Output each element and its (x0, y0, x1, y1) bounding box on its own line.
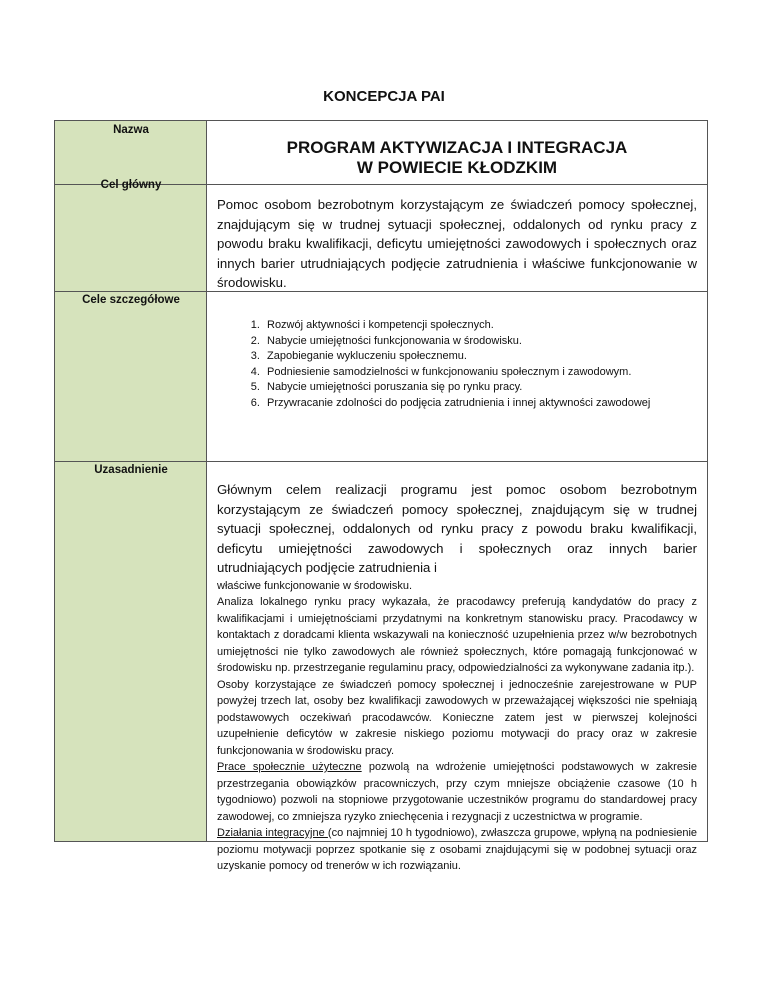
justification-paragraph (217, 825, 697, 875)
public-works-text: pozwolą na wdrożenie umiejętności podstawowych w zakresie przestrzegania obowiązków pracowniczych, przy czym mniejsze obciążenie czasowe (10 h tygodniowo) pozwoli na stopniowe przygotowanie uczestników programu do standardowej pracy zawodowej, co zmniejsza ryzyko zniechęcenia i rezygnacji z uczestnictwa w programie. (217, 761, 697, 823)
list-item: 3. Zapobieganie wykluczeniu społecznemu. (263, 349, 697, 365)
justification-lead-tail: właściwe funkcjonowanie w środowisku. (217, 579, 413, 592)
label-main-goal: Cel główny (100, 179, 162, 191)
concept-table (54, 120, 708, 872)
main-goal-text: Pomoc osobom bezrobotnym korzystającym ze świadczeń pomocy społecznej, znajdującym się w trudnej sytuacji społecznej, oddalonych od rynku pracy z powodu braku kwalifikacji, deficytu umiejętności zawodowych i społecznych oraz innych barier utrudniających podjęcie zatrudnienia i właściwe funkcjonowanie w środowisku. (217, 197, 697, 290)
list-item: 2. Nabycie umiejętności funkcjonowania w środowisku. (263, 334, 697, 350)
program-title-line2: W POWIECIE KŁODZKIM (356, 158, 558, 177)
justification-paragraph (217, 759, 697, 825)
label-name: Nazwa (113, 124, 149, 136)
integration-heading: Działania integracyjne (217, 827, 328, 839)
detailed-goals-cell (217, 318, 697, 411)
label-detailed-goals: Cele szczegółowe (82, 294, 180, 306)
justification-paragraph: Osoby korzystające ze świadczeń pomocy społecznej i jednocześnie zarejestrowane w PUP powyżej trzech lat, osoby bez kwalifikacji zawodowych w przeważającej większości nie spełniają podstawowych oczekiwań pracodawców. Konieczne zatem jest w pierwszej kolejności uzupełnienie deficytów w zakresie niskiego poziomu motywacji do pracy oraz w zakresie funkcjonowania w środowisku pracy. (217, 678, 697, 757)
integration-text: (co najmniej 10 h tygodniowo), zwłaszcza grupowe, wpłyną na podniesienie poziomu motywacji poprzez spotkanie się z osobami znajdującymi się w podobnej sytuacji oraz uzyskanie pomocy od trenerów w ich rozwiązaniu. (217, 827, 698, 872)
row-divider (55, 461, 707, 462)
public-works-heading: Prace społecznie użyteczne (217, 761, 362, 773)
detailed-goals-list (217, 318, 697, 411)
label-column (55, 121, 207, 841)
program-title (217, 138, 697, 178)
program-title-line1: PROGRAM AKTYWIZACJA I INTEGRACJA (286, 138, 628, 157)
label-justification: Uzasadnienie (94, 464, 168, 476)
document-title: KONCEPCJA PAI (323, 88, 445, 105)
justification-paragraph: Analiza lokalnego rynku pracy wykazała, że pracodawcy preferują kandydatów do pracy z kwalifikacjami i umiejętnościami przydatnymi na konkretnym stanowisku pracy. Pracodawcy w kontaktach z doradcami klienta wskazywali na konieczność uzupełnienia przez w/w bezrobotnych umiejętności nie tylko zawodowych ale również społecznych, które pomagają funkcjonować w środowisku np. przestrzeganie regulaminu pracy, odpowiedzialności za wykonywane zadania itp.). (217, 596, 697, 674)
list-item: 4. Podniesienie samodzielności w funkcjonowaniu społecznym i zawodowym. (263, 365, 697, 381)
justification-lead: Głównym celem realizacji programu jest pomoc osobom bezrobotnym korzystającym ze świadczeń pomocy społecznej, znajdującym się w trudnej sytuacji społecznej, oddalonych od rynku pracy z powodu braku kwalifikacji, deficytu umiejętności zawodowych i społecznych oraz innych barier utrudniających podjęcie zatrudnienia i (217, 482, 697, 575)
list-item: 6. Przywracanie zdolności do podjęcia zatrudnienia i innej aktywności zawodowej (263, 396, 697, 412)
list-item: 1. Rozwój aktywności i kompetencji społecznych. (263, 318, 697, 334)
justification-cell (217, 480, 697, 875)
list-item: 5. Nabycie umiejętności poruszania się po rynku pracy. (263, 380, 697, 396)
